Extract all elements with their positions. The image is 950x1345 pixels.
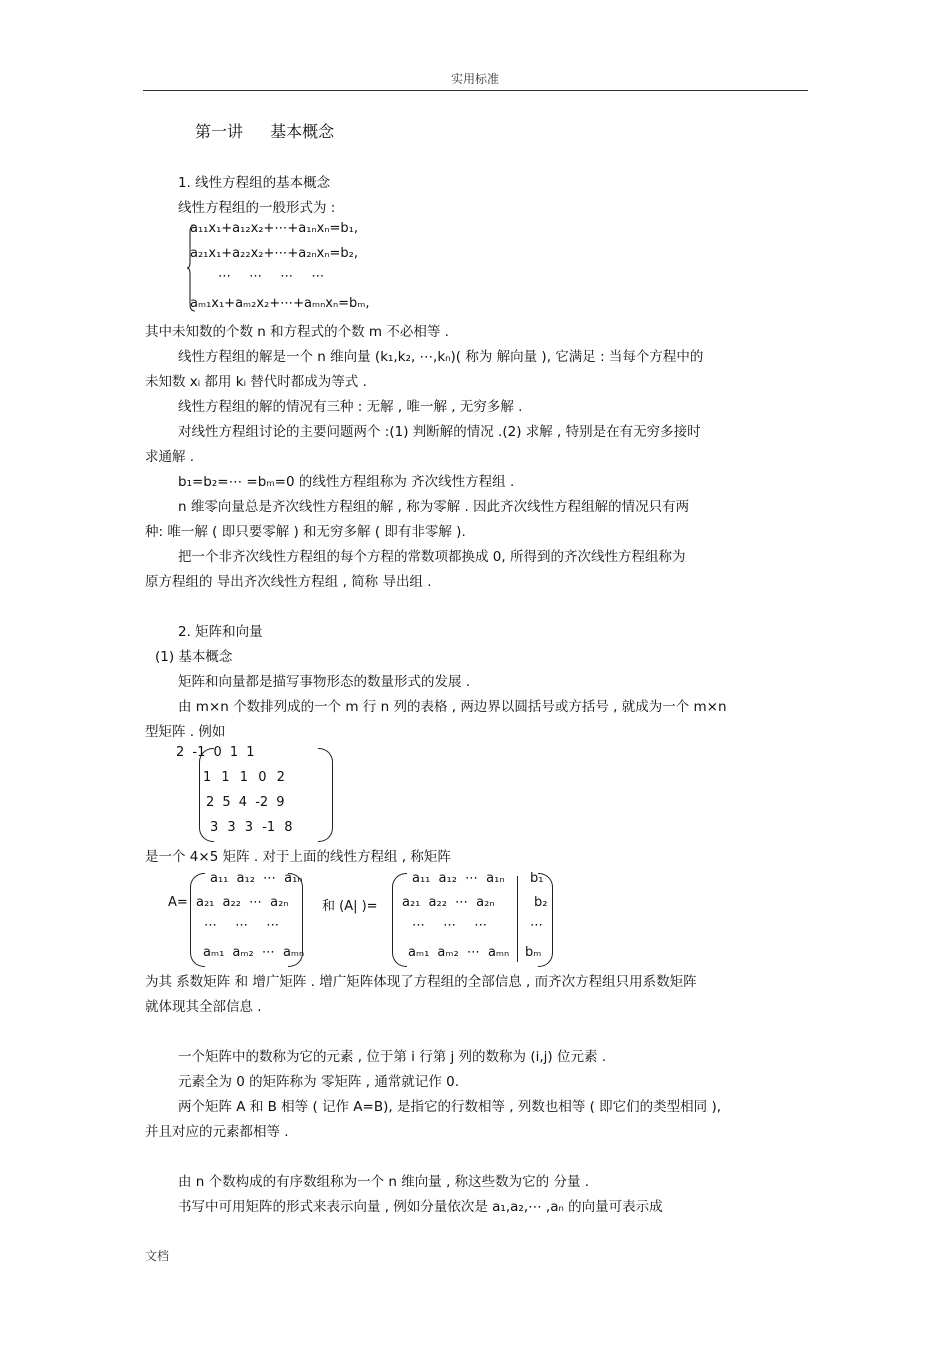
matrix-A-row: ⋯ ⋯ ⋯ — [204, 918, 280, 933]
augmented-matrix-label: 和 (A| )= — [322, 899, 378, 914]
paragraph: 原方程组的 导出齐次线性方程组 , 简称 导出组 . — [145, 574, 432, 590]
header-rule — [143, 90, 808, 91]
example-matrix-row: 1 1 1 0 2 — [203, 770, 285, 785]
paragraph: 矩阵和向量都是描写事物形态的数量形式的发展 . — [178, 674, 471, 690]
section2-heading: 2. 矩阵和向量 — [178, 624, 263, 640]
matrix-A-row: a₂₁ a₂₂ ⋯ a₂ₙ — [196, 895, 289, 910]
augmented-row: a₁₁ a₁₂ ⋯ a₁ₙ — [412, 871, 505, 886]
section1-intro: 线性方程组的一般形式为 : — [178, 200, 336, 216]
paragraph: 由 n 个数构成的有序数组称为一个 n 维向量 , 称这些数为它的 分量 . — [178, 1174, 590, 1190]
paragraph: 由 m×n 个数排列成的一个 m 行 n 列的表格 , 两边界以圆括号或方括号 , 就成为一个 m×n — [178, 699, 727, 715]
section1-heading: 1. 线性方程组的基本概念 — [178, 175, 331, 191]
augmented-row: ⋯ ⋯ ⋯ — [412, 918, 488, 933]
page-header: 实用标准 — [450, 72, 499, 86]
paragraph: 型矩阵 . 例如 — [145, 724, 226, 740]
equation-2: a₂₁x₁+a₂₂x₂+⋯+a₂ₙxₙ=b₂, — [190, 246, 358, 261]
augmented-b-entry: b₂ — [534, 895, 548, 910]
paragraph: 一个矩阵中的数称为它的元素 , 位于第 i 行第 j 列的数称为 (i,j) 位元素 . — [178, 1049, 607, 1065]
paragraph: 求通解 . — [145, 449, 195, 465]
matrix-A-row: a₁₁ a₁₂ ⋯ a₁ₙ — [210, 871, 303, 886]
augmented-separator — [517, 876, 518, 962]
equation-ellipsis: ⋯ ⋯ ⋯ ⋯ — [218, 269, 325, 284]
paragraph: 就体现其全部信息 . — [145, 999, 262, 1015]
augmented-b-entry: bₘ — [525, 945, 542, 960]
augmented-row: a₂₁ a₂₂ ⋯ a₂ₙ — [402, 895, 495, 910]
paragraph: 对线性方程组讨论的主要问题两个 :(1) 判断解的情况 .(2) 求解 , 特别是在有无穷多接时 — [178, 424, 701, 440]
paragraph: b₁=b₂=⋯ =bₘ=0 的线性方程组称为 齐次线性方程组 . — [178, 474, 515, 490]
paragraph: 线性方程组的解的情况有三种 : 无解 , 唯一解 , 无穷多解 . — [178, 399, 523, 415]
equation-1: a₁₁x₁+a₁₂x₂+⋯+a₁ₙxₙ=b₁, — [190, 221, 358, 236]
paragraph: 种: 唯一解 ( 即只要零解 ) 和无穷多解 ( 即有非零解 ). — [145, 524, 466, 540]
paragraph: 其中未知数的个数 n 和方程式的个数 m 不必相等 . — [145, 324, 449, 340]
paragraph: 书写中可用矩阵的形式来表示向量 , 例如分量依次是 a₁,a₂,⋯ ,aₙ 的向量可表示成 — [178, 1199, 663, 1215]
matrix-right-paren — [318, 748, 333, 842]
paragraph: 把一个非齐次线性方程组的每个方程的常数项都换成 0, 所得到的齐次线性方程组称为 — [178, 549, 686, 565]
example-matrix-row: 3 3 3 -1 8 — [210, 820, 293, 835]
page-footer: 文档 — [145, 1249, 170, 1263]
matrix-A-row: aₘ₁ aₘ₂ ⋯ aₘₙ — [203, 945, 305, 960]
augmented-b-entry: b₁ — [530, 871, 544, 886]
paragraph: 是一个 4×5 矩阵 . 对于上面的线性方程组 , 称矩阵 — [145, 849, 451, 865]
lecture-title: 第一讲 基本概念 — [195, 122, 335, 141]
equation-m: aₘ₁x₁+aₘ₂x₂+⋯+aₘₙxₙ=bₘ, — [190, 296, 370, 311]
augmented-b-entry: ⋯ — [530, 918, 543, 933]
subsection-heading: (1) 基本概念 — [155, 649, 233, 665]
example-matrix-row: 2 -1 0 1 1 — [176, 745, 255, 760]
paragraph: n 维零向量总是齐次线性方程组的解 , 称为零解 . 因此齐次线性方程组解的情况只有两 — [178, 499, 690, 515]
paragraph: 线性方程组的解是一个 n 维向量 (k₁,k₂, ⋯,kₙ)( 称为 解向量 ), 它满足 : 当每个方程中的 — [178, 349, 704, 365]
example-matrix-row: 2 5 4 -2 9 — [206, 795, 285, 810]
paragraph: 为其 系数矩阵 和 增广矩阵 . 增广矩阵体现了方程组的全部信息 , 而齐次方程组只用系数矩阵 — [145, 974, 697, 990]
paragraph: 未知数 xᵢ 都用 kᵢ 替代时都成为等式 . — [145, 374, 367, 390]
paragraph: 并且对应的元素都相等 . — [145, 1124, 289, 1140]
augmented-left-paren — [392, 873, 407, 967]
augmented-row: aₘ₁ aₘ₂ ⋯ aₘₙ — [408, 945, 510, 960]
matrix-A-label: A= — [168, 895, 188, 910]
paragraph: 两个矩阵 A 和 B 相等 ( 记作 A=B), 是指它的行数相等 , 列数也相等 ( 即它们的类型相同 ), — [178, 1099, 722, 1115]
paragraph: 元素全为 0 的矩阵称为 零矩阵 , 通常就记作 0. — [178, 1074, 460, 1090]
